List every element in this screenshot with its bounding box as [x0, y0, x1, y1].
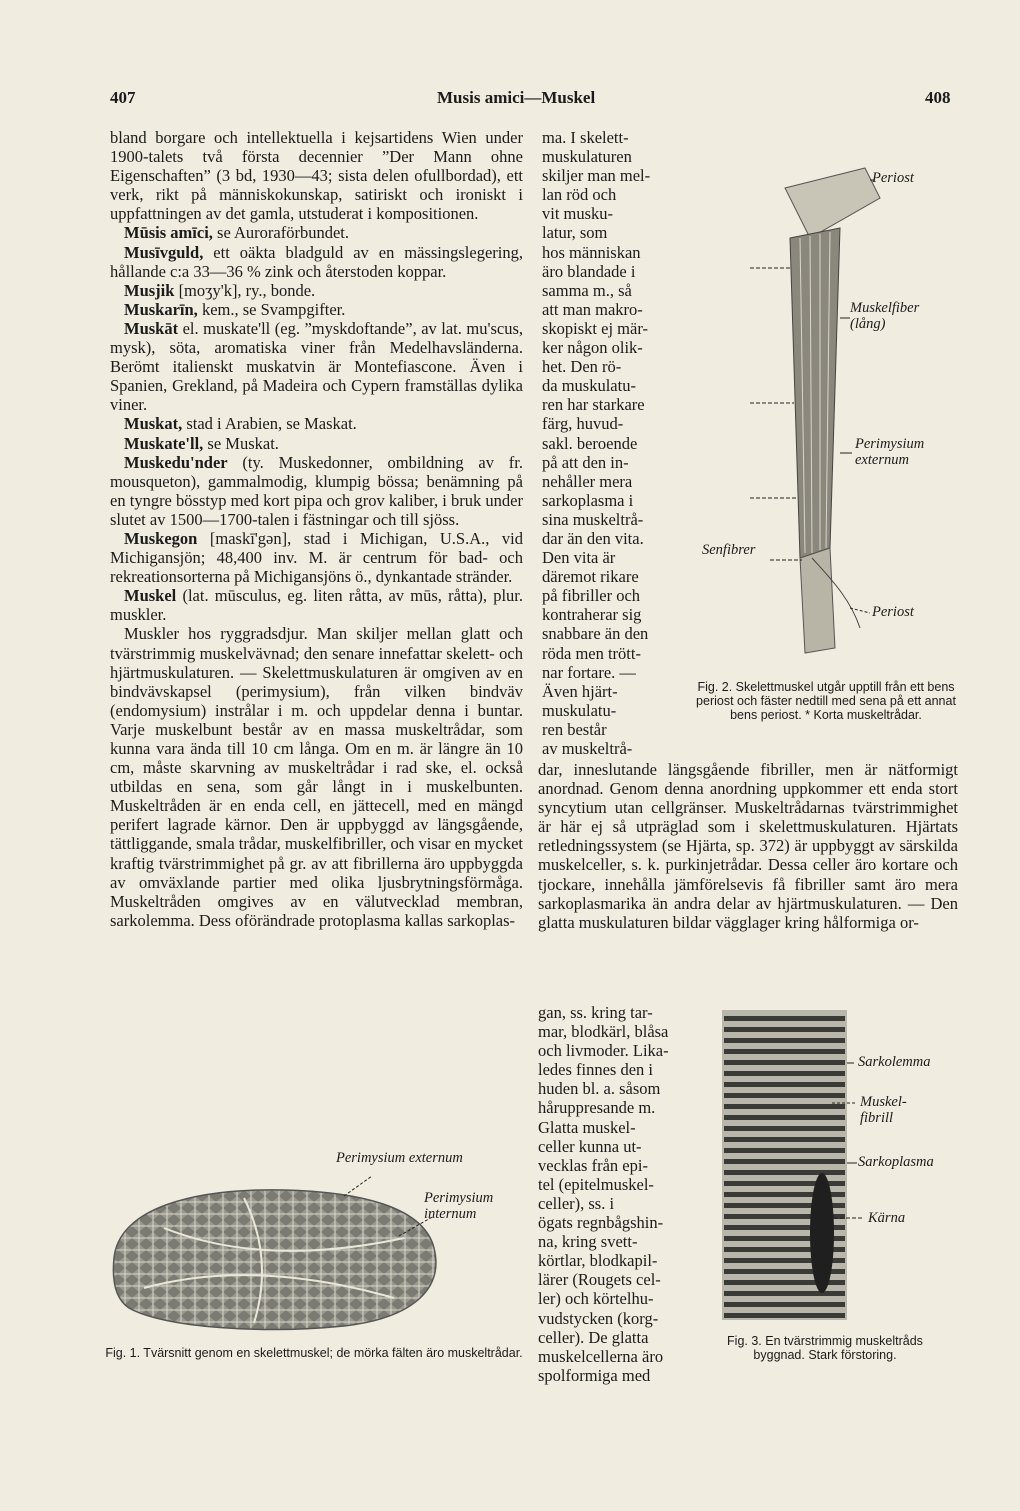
- right-full-paragraph: dar, inneslutande längsgående fibriller, men är nätformigt anordnad. Genom denna anordning uppkommer ett enda stort syncytium utan cellgränser. Muskeltrådarnas tvärstrimmighet är här ej så utpräglad som i skelettmuskulaturen. Hjärtats retledningssystem (se Hjärta, sp. 372) är uppbyggt av särskilda muskelceller, s. k. purkinjetrådar. Dessa celler äro kortare och tjockare, innehålla jämförelsevis få fibriller samt äro mera sarkoplasmarika än andra delar av hjärtmuskulaturen. — Den glatta muskulaturen bildar vägglager kring hålformiga or-: [538, 760, 958, 932]
- striation-band: [724, 1049, 845, 1054]
- text-line: nar fortare. —: [542, 662, 636, 682]
- text-line: ledes finnes den i: [538, 1060, 654, 1080]
- text-line: na, kring svett-: [538, 1232, 638, 1252]
- entry-text: el. muskate'll (eg. ”myskdoftande”, av lat. mu'scus, mysk), söta, aromatiska viner från Medelhavsländerna. Berömt italienskt muskatvin är Montefiascone. Även i Spanien, Grekland, på Madeira och Cypern framställas dylika viner.: [110, 318, 523, 415]
- text-line: tel (epitelmuskel-: [538, 1174, 654, 1194]
- paragraph: Muskler hos ryggradsdjur. Man skiljer mellan glatt och tvärstrimmig muskelvävnad; den senare innefattar skelett- och hjärtmuskulaturen. — Skelettmuskulaturen är omgiven av en bindvävskapsel (perimysium), från vilken bindväv (endomysium) instrålar i m. och uppdelar denna i buntar. Varje muskelbunt består av en massa muskeltrådar, som kunna vara ända till 10 cm långa. Om en m. är längre än 10 cm, måste skarvning av muskeltrådar i rad ske, el. också utbildas en sena, som går långt in i muskelbunten. Muskeltråden är en enda cell, en jättecell, med en mängd perifert lagrade kärnor. Den är uppbyggd av längsgående, tättliggande, smala trådar, muskelfibriller, och visar en mycket kraftig tvärstrimmighet på gr. av att fibrillerna äro uppbyggda av omväxlande partier med olika ljusbrytningsförmåga. Muskeltråden omgives av en välutvecklad membran, sarkolemma. Dess oförändrade protoplasma kallas sarkoplas-: [110, 624, 523, 930]
- right-page-number: 408: [925, 88, 951, 107]
- text-line: Även hjärt-: [542, 681, 618, 701]
- headword: Muskarīn,: [124, 299, 198, 319]
- left-column: [110, 128, 523, 930]
- text-line: gan, ss. kring tar-: [538, 1003, 653, 1022]
- striation-band: [724, 1159, 845, 1164]
- entry-text: (ty. Muskedonner, ombildning av fr. mousqueton), gammalmodig, klumpig bössa; benämning på en tyngre bösstyp med kort pipa och grov kaliber, i bruk under slutet av 1500—1700-talen i fästningar och till sjöss.: [110, 452, 523, 529]
- text-line: latur, som: [542, 223, 608, 243]
- headword: Muskegon: [124, 528, 198, 548]
- fig3-label-karna: Kärna: [868, 1210, 906, 1226]
- text-line: och livmoder. Lika-: [538, 1041, 669, 1061]
- text-line: muskulaturen: [542, 147, 632, 167]
- figure-3: [712, 1008, 962, 1388]
- entry-text: se Muskat.: [203, 433, 279, 453]
- text-line: håruppresande m.: [538, 1098, 656, 1118]
- fig2-label-senfibrer: Senfibrer: [702, 542, 756, 558]
- text-line: däremot rikare: [542, 567, 639, 587]
- fig2-label-periost-top: Periost: [872, 170, 914, 186]
- text-line: körtlar, blodkapil-: [538, 1251, 658, 1271]
- fig3-label-muskelfibrill: Muskel-fibrill: [860, 1094, 907, 1126]
- text-line: het. Den rö-: [542, 357, 622, 377]
- dictionary-entry: [110, 453, 523, 529]
- running-head: Musis amici—Muskel: [437, 88, 596, 107]
- text-line: mar, blodkärl, blåsa: [538, 1022, 669, 1042]
- entry-text: se Auroraförbundet.: [212, 223, 350, 243]
- headword: Musīvguld,: [124, 242, 204, 262]
- dictionary-entry: [110, 319, 523, 414]
- striation-band: [724, 1082, 845, 1087]
- fig1-label-perimysium-externum: Perimysium externum: [336, 1150, 463, 1166]
- striation-band: [724, 1104, 845, 1109]
- entry-text: kem., se Svampgifter.: [197, 299, 346, 319]
- text-line: huden bl. a. såsom: [538, 1079, 661, 1099]
- text-line: att man makro-: [542, 299, 643, 319]
- figure-1-caption: Fig. 1. Tvärsnitt genom en skelettmuskel; de mörka fälten äro muskeltrådar.: [105, 1346, 523, 1360]
- striation-band: [724, 1291, 845, 1296]
- figure-2-image: [700, 128, 960, 658]
- fig2-label-perimysium-externum: Perimysium externum: [855, 436, 925, 468]
- text-line: ren har starkare: [542, 395, 645, 415]
- text-line: hos människan: [542, 242, 641, 262]
- text-line: Den vita är: [542, 548, 616, 568]
- dictionary-entry: [110, 281, 523, 300]
- text-line: sina muskeltrå-: [542, 509, 644, 529]
- text-line: ren består: [542, 719, 607, 739]
- striation-band: [724, 1302, 845, 1307]
- dictionary-entry: [110, 529, 523, 586]
- text-line: samma m., så: [542, 280, 632, 300]
- text-line: äro blandade i: [542, 261, 636, 281]
- fig2-label-periost-bottom: Periost: [872, 604, 914, 620]
- figure-2-caption: Fig. 2. Skelettmuskel utgår upptill från ett bens periost och fäster nedtill med sena på ett annat bens periost. * Korta muskeltrådar.: [696, 680, 956, 722]
- striation-band: [724, 1170, 845, 1175]
- fig3-label-sarkolemma: Sarkolemma: [858, 1054, 931, 1070]
- entry-text: ett oäkta bladguld av en mässingslegering, hållande c:a 33—36 % zink och återstoden koppar.: [110, 242, 523, 281]
- dictionary-entry: [110, 414, 523, 433]
- text-line: skiljer man mel-: [542, 166, 651, 186]
- fig3-label-sarkoplasma: Sarkoplasma: [858, 1154, 934, 1170]
- dictionary-entry: [110, 586, 523, 624]
- striation-band: [724, 1038, 845, 1043]
- text-line: sakl. beroende: [542, 433, 638, 453]
- headword: Muskel: [124, 586, 177, 606]
- entry-text: stad i Arabien, se Maskat.: [182, 414, 357, 434]
- text-line: celler), ss. i: [538, 1193, 615, 1213]
- striation-band: [724, 1016, 845, 1021]
- text-line: vudstycken (korg-: [538, 1308, 659, 1328]
- text-line: röda men trött-: [542, 643, 641, 663]
- text-line: spolformiga med: [538, 1365, 651, 1385]
- text-line: ler) och körtelhu-: [538, 1289, 654, 1309]
- text-line: på fibriller och: [542, 586, 641, 606]
- right-bottom-column: [538, 1003, 710, 1385]
- text-line: lärer (Rougets cel-: [538, 1270, 661, 1290]
- text-line: muskulatu-: [542, 700, 617, 720]
- striation-band: [724, 1137, 845, 1142]
- text-line: vit musku-: [542, 204, 614, 224]
- text-line: ker någon olik-: [542, 338, 643, 358]
- figure-2: [696, 128, 960, 748]
- text-line: snabbare än den: [542, 624, 649, 644]
- headword: Muskat,: [124, 414, 183, 434]
- dictionary-entry: [110, 243, 523, 281]
- text-line: Glatta muskel-: [538, 1117, 636, 1137]
- dictionary-entry: [110, 300, 523, 319]
- text-line: dar än den vita.: [542, 528, 644, 548]
- left-page-number: 407: [110, 88, 136, 107]
- text-line: celler). De glatta: [538, 1327, 649, 1347]
- text-line: skopiskt ej mär-: [542, 318, 648, 338]
- headword: Musjik: [124, 280, 175, 300]
- dictionary-entry: [110, 434, 523, 453]
- text-line: kontraherar sig: [542, 605, 642, 625]
- text-line: på att den in-: [542, 452, 629, 472]
- figure-1: [104, 1148, 524, 1388]
- headword: Muskedu'nder: [124, 452, 228, 472]
- headword: Mūsis amīci,: [124, 223, 213, 243]
- headword: Muskate'll,: [124, 433, 204, 453]
- striation-band: [724, 1126, 845, 1131]
- striation-band: [724, 1313, 845, 1318]
- text-line: lan röd och: [542, 185, 617, 205]
- headword: Muskāt: [124, 318, 179, 338]
- text-line: da muskulatu-: [542, 376, 636, 396]
- striation-band: [724, 1060, 845, 1065]
- entry-text: [maskī'gən], stad i Michigan, U.S.A., vid Michigansjön; 48,400 inv. M. är centrum för bad- och rekreationsorterna på Michigansjöns ö., dynkantade stränder.: [110, 528, 523, 587]
- entry-text: [moʒy'k], ry., bonde.: [174, 280, 316, 300]
- text-line: muskelcellerna äro: [538, 1346, 664, 1366]
- figure-3-caption: Fig. 3. En tvärstrimmig muskeltråds byggnad. Stark förstoring.: [727, 1334, 923, 1362]
- text-line: ma. I skelett-: [542, 128, 629, 147]
- text-line: ögats regnbågshin-: [538, 1213, 664, 1233]
- striation-band: [724, 1027, 845, 1032]
- text-line: vecklas från epi-: [538, 1155, 648, 1175]
- right-narrow-column: [542, 128, 694, 758]
- text-line: färg, huvud-: [542, 414, 624, 434]
- striation-band: [724, 1148, 845, 1153]
- text-line: sarkoplasma i: [542, 490, 634, 510]
- paragraph: bland borgare och intellektuella i kejsartidens Wien under 1900-talets två första decennier ”Der Mann ohne Eigenschaften” (3 bd, 1930—43; sista delen ofullbordad), ett verk, rikt på människokunskap, satiriskt och ironiskt i uppfattningen av det gamla, utstuderat i kompositionen.: [110, 128, 523, 224]
- striation-band: [724, 1115, 845, 1120]
- fig2-label-muskelfiber: Muskelfiber (lång): [850, 300, 920, 332]
- text-line: nehåller mera: [542, 471, 633, 491]
- striation-band: [724, 1093, 845, 1098]
- entry-text: (lat. mūsculus, eg. liten råtta, av mūs, råtta), plur. muskler.: [110, 586, 523, 625]
- striation-band: [724, 1071, 845, 1076]
- text-line: celler kunna ut-: [538, 1136, 642, 1156]
- text-line: av muskeltrå-: [542, 739, 633, 758]
- dictionary-entry: [110, 223, 523, 242]
- fig1-label-perimysium-internum: Perimysium internum: [424, 1190, 494, 1222]
